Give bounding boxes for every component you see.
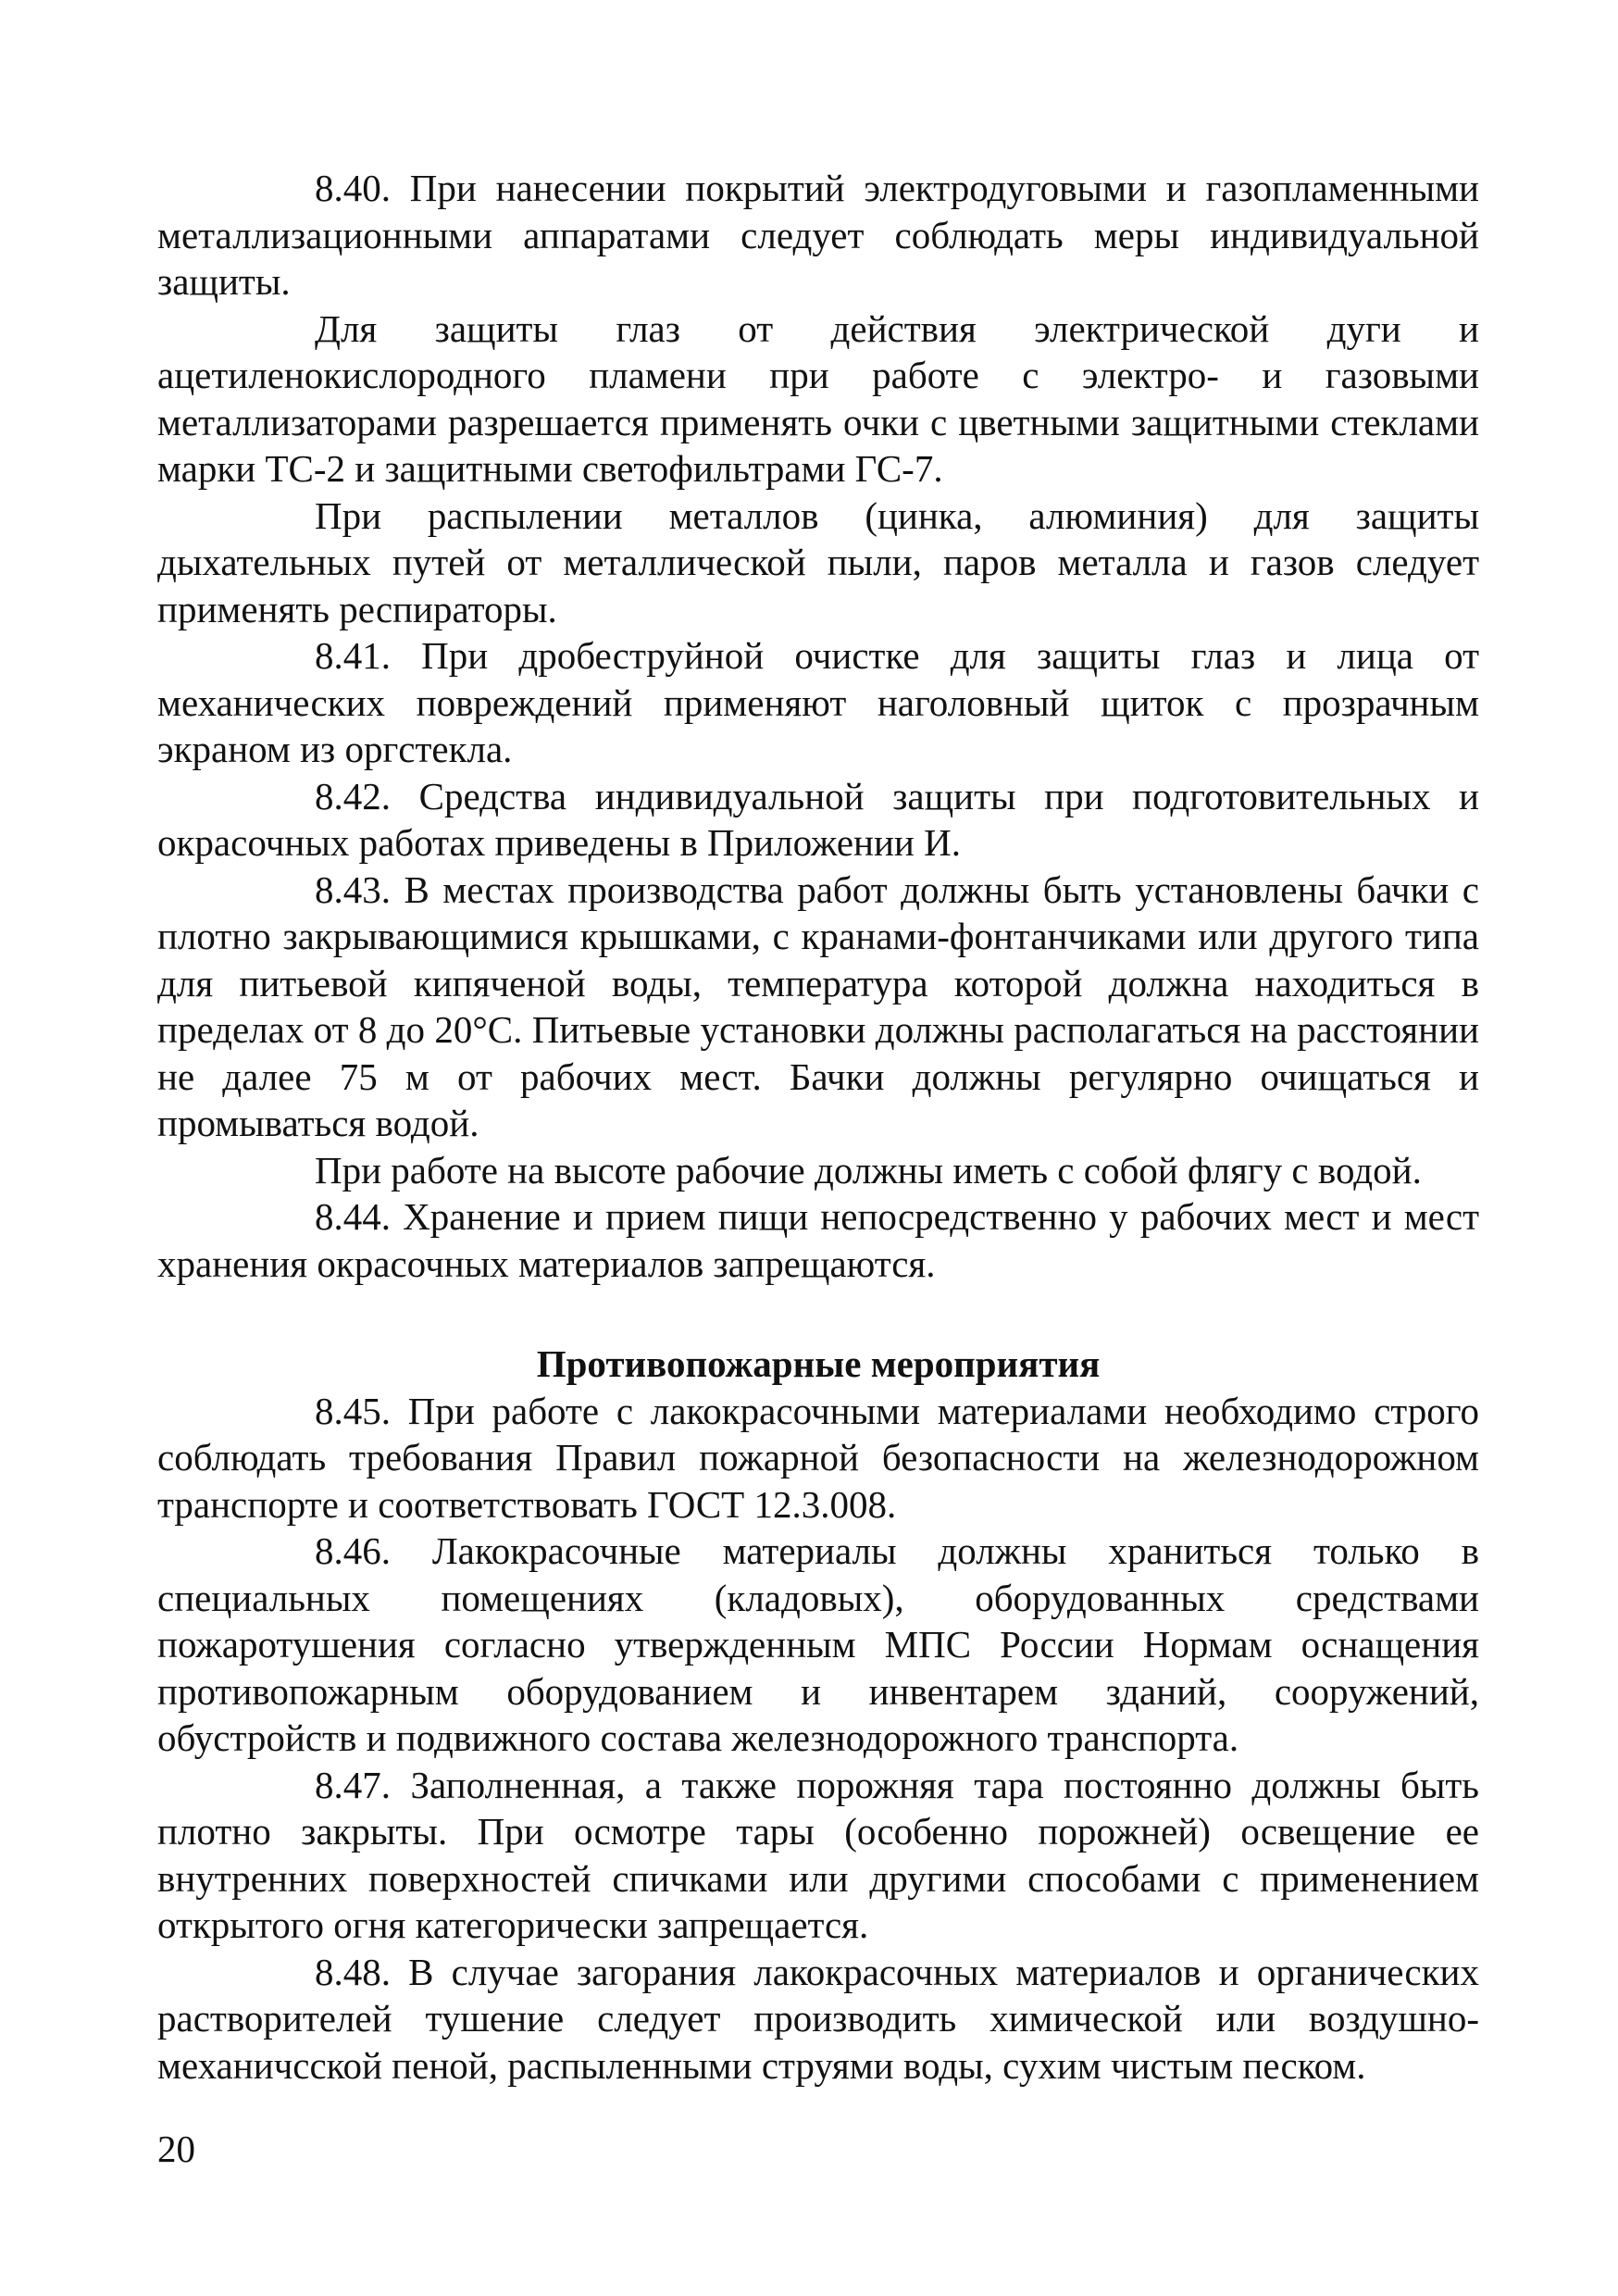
paragraph-8-46: 8.46. Лакокрасочные материалы должны храниться только в специальных помещениях (кладовых), оборудованных средствами пожаротушения согласно утвержденным МПС России Нормам оснащения противопожарным оборудованием и инвентарем зданий, сооружений, обустройств и подвижного состава железнодорожного транспорта. — [157, 1529, 1479, 1759]
section-heading: Противопожарные мероприятия — [536, 1342, 1101, 1385]
paragraph-8-47: 8.47. Заполненная, а также порожняя тара постоянно должны быть плотно закрыты. При осмотре тары (особенно порожней) освещение ее внутренних поверхностей спичками или другими способами с применением открытого огня категорически запрещается. — [157, 1763, 1479, 1946]
paragraph-8-44: 8.44. Хранение и прием пищи непосредственно у рабочих мест и мест хранения окрасочных материалов запрещаются. — [157, 1195, 1479, 1285]
paragraph-8-42: 8.42. Средства индивидуальной защиты при подготовительных и окрасочных работах приведены в Приложении И. — [157, 774, 1479, 864]
paragraph-respiratory-protection: При распылении металлов (цинка, алюминия) для защиты дыхательных путей от металлической пыли, паров металла и газов следует применять респираторы. — [157, 493, 1479, 630]
paragraph-8-40: 8.40. При нанесении покрытий электродуговыми и газопламенными металлизационными аппаратами следует соблюдать меры индивидуальной защиты. — [157, 167, 1479, 303]
paragraph-8-45: 8.45. При работе с лакокрасочными материалами необходимо строго соблюдать требования Правил пожарной безопасности на железнодорожном транспорте и соответствовать ГОСТ 12.3.008. — [157, 1389, 1479, 1526]
paragraph-8-48: 8.48. В случае загорания лакокрасочных материалов и органических растворителей тушение следует производить химической или воздушно-механичсской пеной, распыленными струями воды, сухим чистым песком. — [157, 1950, 1479, 2087]
page-number: 20 — [157, 2128, 195, 2170]
paragraph-height-work: При работе на высоте рабочие должны иметь с собой флягу с водой. — [315, 1148, 1422, 1192]
body-text — [157, 165, 1479, 2089]
paragraph-8-41: 8.41. При дробеструйной очистке для защиты глаз и лица от механических повреждений применяют наголовный щиток с прозрачным экраном из оргстекла. — [157, 634, 1479, 770]
paragraph-eye-protection: Для защиты глаз от действия электрической дуги и ацетиленокислородного пламени при работе с электро- и газовыми металлизаторами разрешается применять очки с цветными защитными стеклами марки ТС-2 и защитными светофильтрами ГС-7. — [157, 306, 1479, 490]
paragraph-8-43: 8.43. В местах производства работ должны быть установлены бачки с плотно закрывающимися крышками, с кранами-фонтанчиками или другого типа для питьевой кипяченой воды, температура которой должна находиться в пределах от 8 до 20°С. Питьевые установки должны располагаться на расстоянии не далее 75 м от рабочих мест. Бачки должны регулярно очищаться и промываться водой. — [157, 867, 1479, 1144]
